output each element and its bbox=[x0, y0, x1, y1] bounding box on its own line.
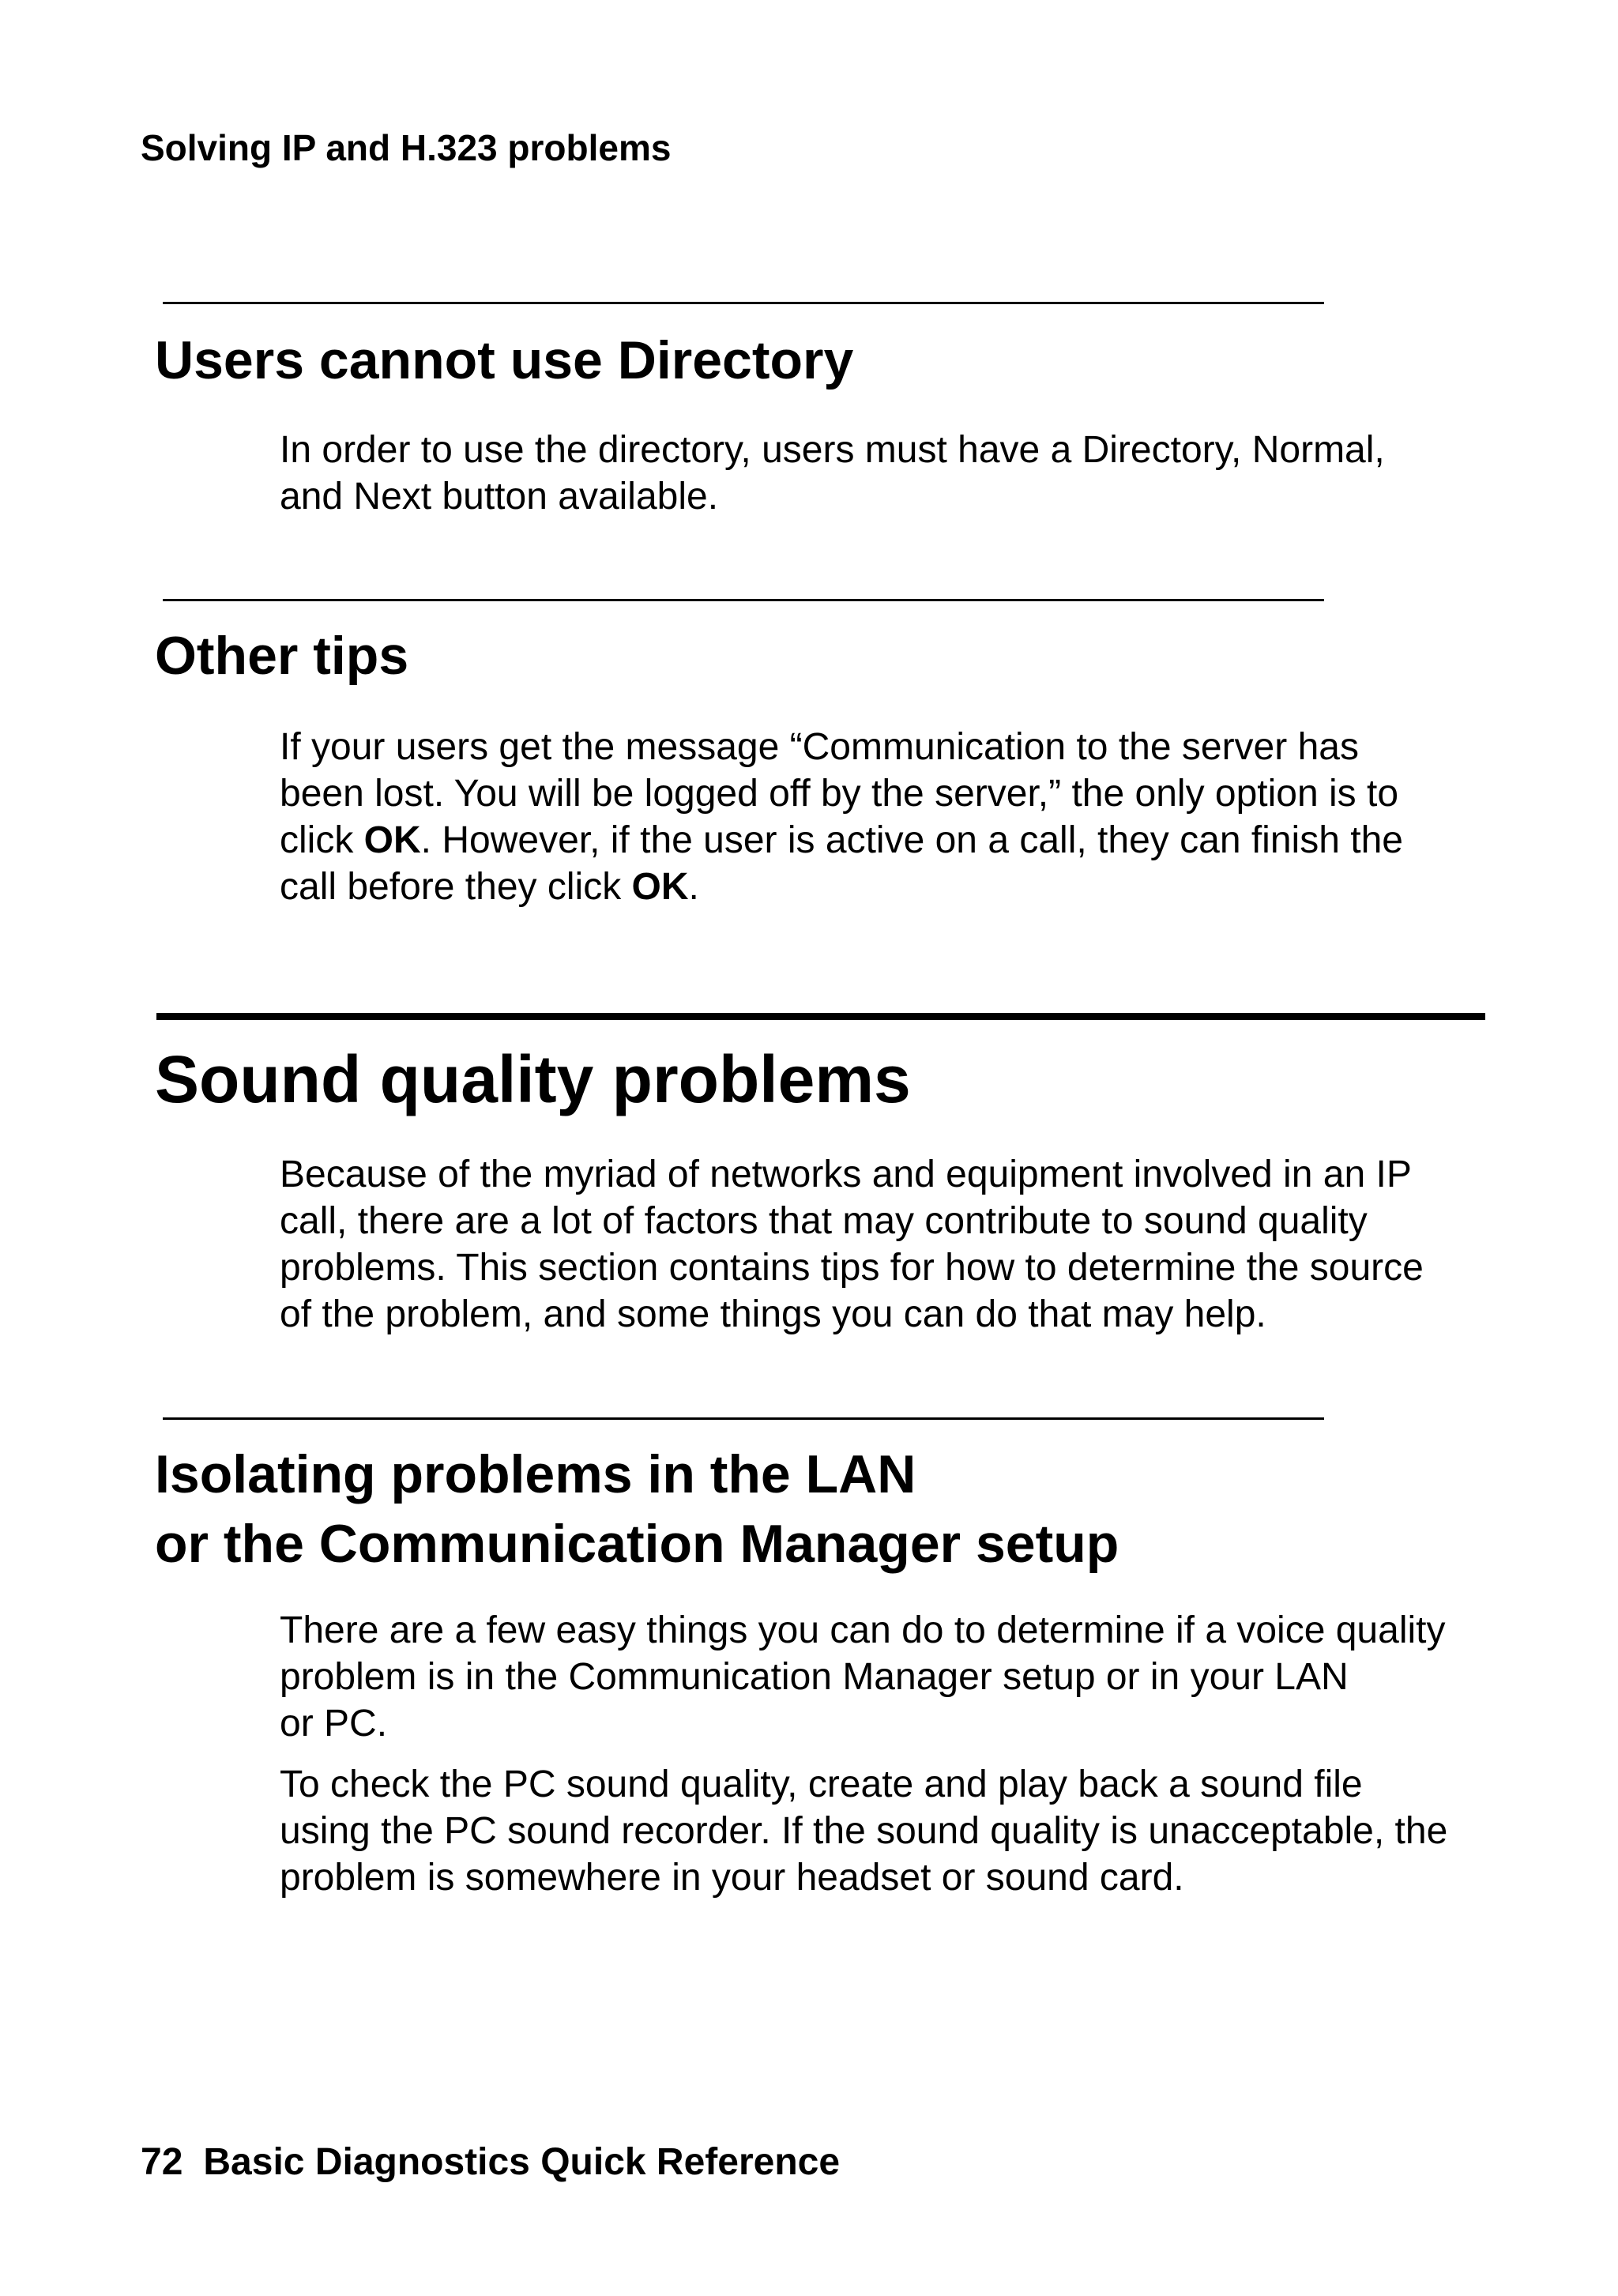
running-header: Solving IP and H.323 problems bbox=[141, 127, 672, 168]
paragraph-sound-quality bbox=[280, 1151, 1481, 1338]
text-run: . However, if the user is active on a call, they can finish the bbox=[420, 819, 1403, 861]
text-line: If your users get the message “Communication to the server has bbox=[280, 726, 1359, 768]
heading-isolating-problems bbox=[155, 1440, 1119, 1579]
text-run: call before they click bbox=[280, 866, 632, 908]
heading-line: or the Communication Manager setup bbox=[155, 1514, 1119, 1574]
text-line: or PC. bbox=[280, 1703, 388, 1745]
text-run: click bbox=[280, 819, 364, 861]
paragraph-other-tips bbox=[280, 724, 1481, 910]
section-divider bbox=[163, 1417, 1324, 1420]
text-line: and Next button available. bbox=[280, 476, 719, 518]
text-line: problems. This section contains tips for how to determine the source bbox=[280, 1247, 1424, 1289]
section-divider bbox=[163, 599, 1324, 601]
chapter-divider bbox=[156, 1013, 1485, 1020]
text-line: of the problem, and some things you can do that may help. bbox=[280, 1293, 1266, 1335]
text-line: call, there are a lot of factors that may contribute to sound quality bbox=[280, 1200, 1368, 1242]
ok-emphasis: OK bbox=[363, 819, 421, 861]
paragraph-isolating-2 bbox=[280, 1761, 1481, 1901]
text-run: . bbox=[688, 866, 699, 908]
heading-users-cannot-use-directory: Users cannot use Directory bbox=[155, 330, 854, 390]
heading-other-tips: Other tips bbox=[155, 626, 409, 686]
book-title: Basic Diagnostics Quick Reference bbox=[203, 2141, 841, 2183]
text-line: problem is in the Communication Manager setup or in your LAN bbox=[280, 1656, 1349, 1698]
heading-line: Isolating problems in the LAN bbox=[155, 1444, 916, 1504]
paragraph-isolating-1 bbox=[280, 1607, 1481, 1747]
text-line: To check the PC sound quality, create and play back a sound file bbox=[280, 1763, 1363, 1805]
section-divider bbox=[163, 302, 1324, 304]
page-number: 72 bbox=[141, 2141, 183, 2183]
paragraph-directory bbox=[280, 427, 1481, 520]
text-line: In order to use the directory, users must have a Directory, Normal, bbox=[280, 429, 1385, 471]
text-line: There are a few easy things you can do to determine if a voice quality bbox=[280, 1609, 1446, 1651]
text-line: using the PC sound recorder. If the sound quality is unacceptable, the bbox=[280, 1810, 1448, 1852]
ok-emphasis: OK bbox=[631, 866, 689, 908]
heading-sound-quality-problems: Sound quality problems bbox=[155, 1042, 911, 1116]
text-line: problem is somewhere in your headset or sound card. bbox=[280, 1857, 1184, 1899]
page-footer bbox=[141, 2140, 840, 2185]
text-line: Because of the myriad of networks and equipment involved in an IP bbox=[280, 1154, 1412, 1195]
text-line bbox=[280, 864, 1481, 910]
text-line: been lost. You will be logged off by the server,” the only option is to bbox=[280, 773, 1399, 815]
text-line bbox=[280, 817, 1481, 864]
